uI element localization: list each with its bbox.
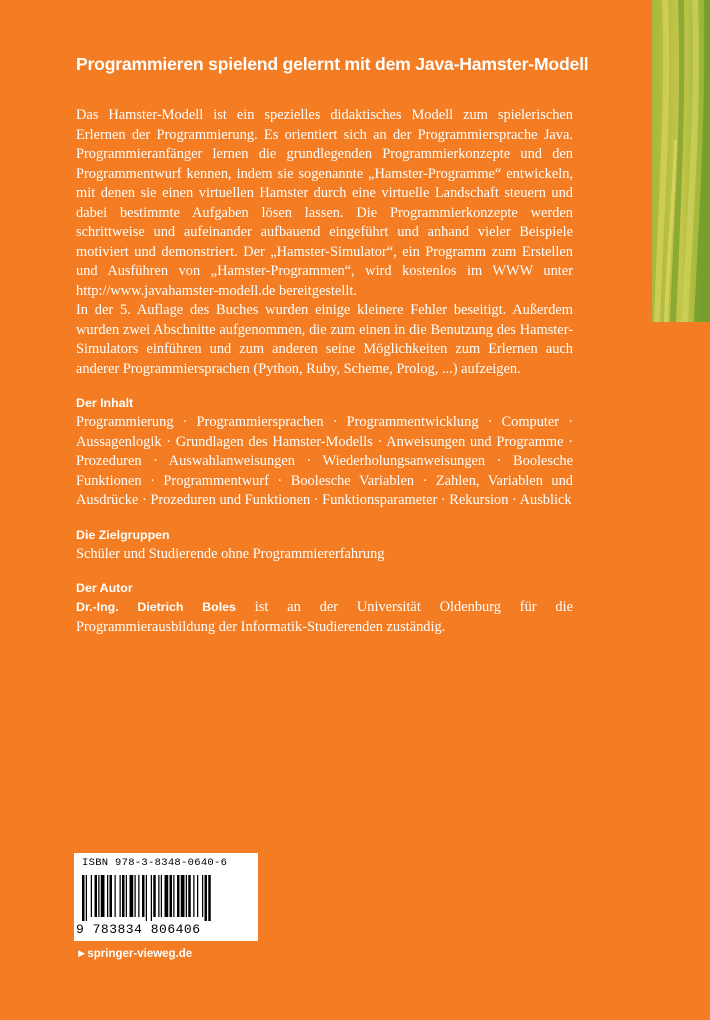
barcode-bar: [91, 875, 92, 917]
barcode-bar: [98, 875, 99, 917]
barcode-bar: [193, 875, 194, 917]
barcode-bar: [181, 875, 185, 917]
autor-heading: Der Autor: [76, 581, 133, 595]
barcode-bar: [120, 875, 121, 917]
zielgruppen-text: Schüler und Studierende ohne Programmiererfahrung: [76, 545, 385, 562]
barcode-bar: [186, 875, 187, 917]
barcode-bar: [151, 875, 152, 921]
website-text: springer-vieweg.de: [87, 948, 193, 960]
barcode-bar: [107, 875, 108, 917]
inhalt-heading: Der Inhalt: [76, 396, 134, 410]
barcode-bar: [146, 875, 147, 921]
barcode-bar: [126, 875, 127, 917]
barcode-bar: [82, 875, 85, 921]
barcode-bar: [153, 875, 156, 917]
barcode-bar: [95, 875, 98, 917]
barcode-bar: [138, 875, 139, 917]
barcode-bar: [135, 875, 136, 917]
barcode-bar: [188, 875, 191, 917]
barcode-bar: [165, 875, 169, 917]
barcode-digits: 9 783834 806406: [76, 922, 201, 937]
back-cover-text: [76, 106, 573, 637]
barcode-bar: [86, 875, 87, 921]
website-link[interactable]: ►springer-vieweg.de: [76, 948, 193, 960]
autor-text: [76, 598, 573, 637]
book-title: Programmieren spielend gelernt mit dem Java-Hamster-Modell: [76, 54, 589, 74]
barcode-bar: [101, 875, 105, 917]
barcode-bar: [158, 875, 159, 917]
zielgruppen-heading: Die Zielgruppen: [76, 527, 170, 542]
autor-name: Dr.-Ing. Dietrich Boles: [76, 600, 236, 614]
autor-description: ist an der Universität Oldenburg für die Programmierausbildung der Informatik-Studierenden zuständig.: [76, 599, 574, 635]
barcode-bar: [173, 875, 174, 917]
barcode-bar: [177, 875, 180, 917]
barcode-bar: [208, 875, 211, 921]
barcode-bar: [115, 875, 116, 917]
barcode-bar: [161, 875, 162, 917]
barcode-bar: [202, 875, 203, 917]
edition-paragraph: In der 5. Auflage des Buches wurden einige kleinere Fehler beseitigt. Außerdem wurden zwei Abschnitte aufgenommen, die zum einen in die Benutzung des Hamster-Simulators einführen und zum anderen seine Möglichkeiten zum Erlernen auch anderer Programmiersprachen (Python, Ruby, Scheme, Prolog, ...) aufzeigen.: [76, 302, 573, 377]
barcode-bar: [122, 875, 125, 917]
barcode-bar: [142, 875, 145, 917]
grass-image: [652, 0, 710, 322]
barcode-bar: [110, 875, 113, 917]
barcode-bar: [205, 875, 208, 921]
barcode: [82, 875, 250, 921]
isbn-label: ISBN 978-3-8348-0640-6: [82, 857, 228, 869]
inhalt-text: Programmierung · Programmiersprachen · Programmentwicklung · Computer · Aussagenlogik · Grundlagen des Hamster-Modells · Anweisungen und Programme · Prozeduren · Auswahlanweisungen · Wiederholungsanweisungen · Boolesche Funktionen · Programmentwurf · Boolesche Variablen · Zahlen, Variablen und Ausdrücke · Prozeduren und Funktionen · Funktionsparameter · Rekursion · Ausblick: [76, 414, 573, 508]
barcode-bar: [130, 875, 134, 917]
barcode-box: [74, 853, 258, 941]
description-paragraph: Das Hamster-Modell ist ein spezielles didaktisches Modell zum spielerischen Erlernen der Programmierung. Es orientiert sich an der Programmiersprache Java. Programmieranfänger lernen die grundlegenden Programmierkonzepte und den Programmentwurf kennen, indem sie sogenannte „Hamster-Programme“ entwickeln, mit denen sie einen virtuellen Hamster durch eine virtuelle Landschaft steuern und dabei bestimmte Aufgaben lösen lassen. Die Programmierkonzepte werden schrittweise und aufeinander aufbauend eingeführt und anhand vieler Beispiele motiviert und demonstriert. Der „Hamster-Simulator“, ein Programm zum Erstellen und Ausführen von „Hamster-Programmen“, wird kostenlos im WWW unter http://www.javahamster-modell.de bereitgestellt.: [76, 107, 573, 299]
barcode-bar: [197, 875, 198, 917]
barcode-bar: [170, 875, 173, 917]
